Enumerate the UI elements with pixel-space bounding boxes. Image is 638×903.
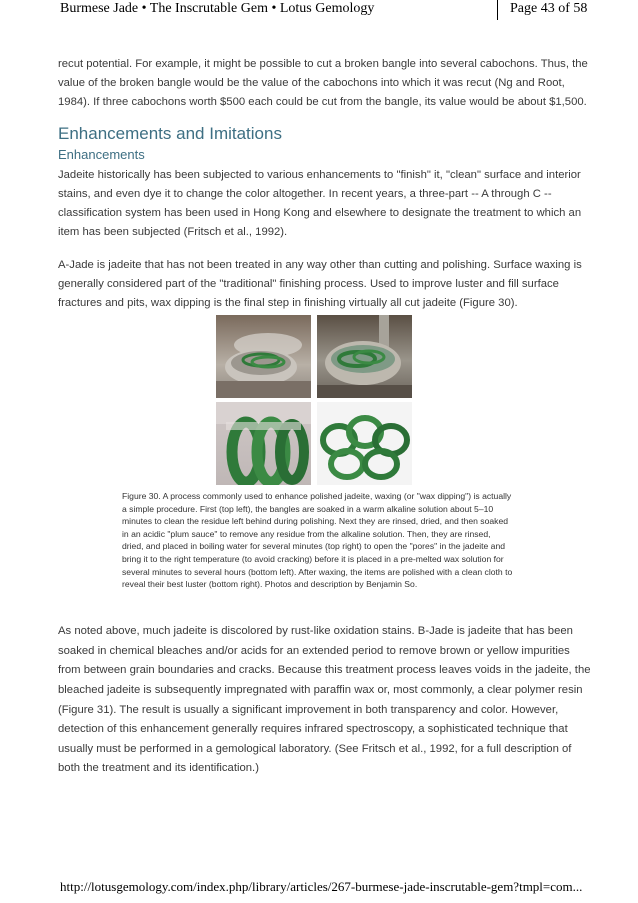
b-jade-paragraph: As noted above, much jadeite is discolored by rust-like oxidation stains. B-Jade is jadeite that has been soaked in chemical bleaches and/or acids for an extended period to remove brown or yellow impurities from between grain boundaries and cracks. Because this treatment process leaves voids in the jadeite, the bleached jadeite is subsequently impregnated with paraffin wax or, most commonly, a clear polymer resin (Figure 31). The result is usually a significant improvement in both transparency and color. However, detection of this enhancement generally requires infrared spectroscopy, a sophisticated technique that usually must be performed in a gemological laboratory. (See Fritsch et al., 1992, for a full description of both the treatment and its identification.): [58, 625, 591, 775]
document-title: Burmese Jade • The Inscrutable Gem • Lotus Gemology: [60, 1, 375, 16]
intro-paragraph: recut potential. For example, it might be possible to cut a broken bangle into several cabochons. Thus, the value of the broken bangle would be the value of the cabochons into which it was recut (Ng and Root, 1984). If three cabochons worth $500 each could be cut from the bangle, its value would be about $1,500.: [58, 58, 588, 108]
photo-wax-solution: [216, 402, 311, 485]
photo-alkaline-soak: [216, 315, 311, 398]
enhancements-paragraph: Jadeite historically has been subjected to various enhancements to "finish" it, "clean" surface and interior stains, and even dye it to change the color altogether. In recent years, a three-part -- A through C -- classification system has been used in Hong Kong and elsewhere to designate the treatment to which an item has been subjected (Fritsch et al., 1992).: [58, 169, 582, 238]
section-heading: Enhancements and Imitations: [58, 124, 282, 143]
subsection-heading: Enhancements: [58, 147, 145, 162]
header-divider: [497, 0, 498, 20]
article-body-continued: [58, 611, 593, 790]
article-body: [58, 55, 593, 313]
figure-30-photos: [216, 315, 407, 483]
page-number: Page 43 of 58: [510, 1, 588, 16]
photo-boiling-water: [317, 315, 412, 398]
photo-polished-bangles: [317, 402, 412, 485]
figure-30-caption: Figure 30. A process commonly used to enhance polished jadeite, waxing (or "wax dipping") is actually a simple procedure. First (top left), the bangles are soaked in a warm alkaline solution about 5–10 minutes to clean the residue left behind during polishing. Next they are rinsed, dried, and then soaked in an acidic "plum sauce" to remove any residue from the alkaline solution. Then, they are rinsed, dried, and placed in boiling water for several minutes (top right) to open the "pores" in the jadeite and bring it to the right temperature (to avoid cracking) before it is placed in a pre-melted wax solution for several minutes to several hours (bottom left). After waxing, the items are polished with a clean cloth to reveal their best luster (bottom right). Photos and description by Benjamin So.: [122, 491, 513, 590]
print-header: [0, 0, 638, 22]
page-url: http://lotusgemology.com/index.php/library/articles/267-burmese-jade-inscrutable-gem?tmpl=com...: [60, 879, 583, 894]
a-jade-paragraph: A-Jade is jadeite that has not been treated in any way other than cutting and polishing. Surface waxing is generally considered part of the "traditional" finishing process. Used to improve luster and fill surface fractures and pits, wax dipping is the final step in finishing virtually all cut jadeite (Figure 30).: [58, 259, 582, 309]
